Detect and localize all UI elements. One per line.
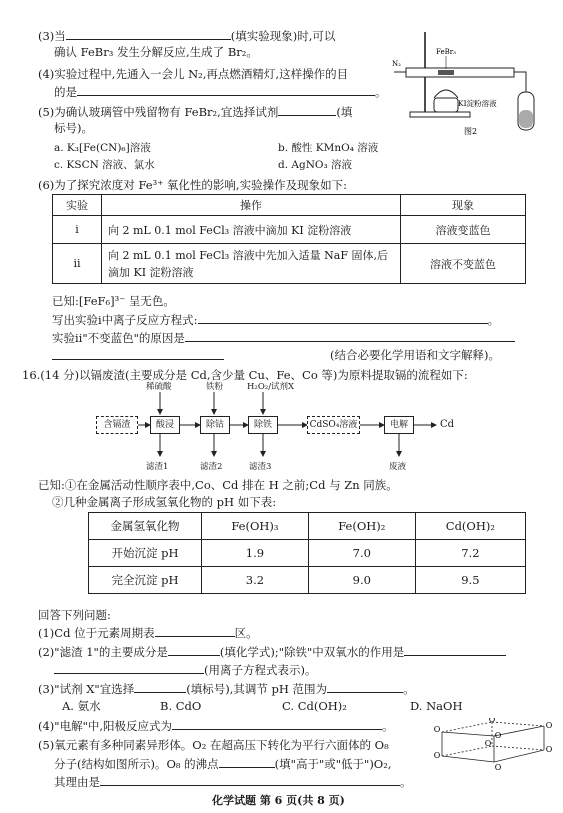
table-header: 现象: [401, 195, 526, 216]
option-C: C. Cd(OH)₂: [282, 699, 347, 713]
q15-part3-line2: 确认 FeBr₃ 发生分解反应,生成了 Br₂。: [54, 45, 258, 59]
answer-blank[interactable]: [172, 718, 382, 730]
answer-blank[interactable]: [168, 644, 220, 656]
oxygen-atom: O: [545, 745, 553, 754]
table-header: 操作: [102, 195, 401, 216]
table-row: 完全沉淀 pH 3.2 9.0 9.5: [89, 567, 526, 594]
table-header: Fe(OH)₃: [202, 513, 309, 540]
flow-step: 除铁: [248, 416, 278, 434]
table-header: Fe(OH)₂: [308, 513, 415, 540]
table-row: ⅰ 向 2 mL 0.1 mol FeCl₃ 溶液中滴加 KI 淀粉溶液 溶液变蓝色: [53, 216, 526, 244]
q16-part3: (3)"试剂 X"宜选择 (填标号),其调节 pH 范围为 。: [38, 682, 415, 696]
residue-label: 废液: [389, 462, 407, 472]
residue-label: 滤渣1: [146, 462, 169, 472]
q15-part5-line2: 标号)。: [54, 121, 93, 135]
hint-text: (结合必要化学用语和文字解释)。: [330, 348, 500, 362]
table-row: ⅱ 向 2 mL 0.1 mol FeCl₃ 溶液中先加入适量 NaF 固体,后滴加 KI 淀粉溶液 溶液不变蓝色: [53, 244, 526, 284]
option-A: A. 氨水: [62, 699, 101, 713]
answer-blank[interactable]: [155, 625, 235, 637]
q15-part4-line2: 的是 。: [54, 85, 387, 99]
page-footer: 化学试题 第 6 页(共 8 页): [212, 794, 345, 807]
o8-structure: [432, 718, 556, 774]
flow-output: Cd: [440, 419, 455, 430]
flow-step: 除钴: [200, 416, 230, 434]
q15-part5-line1: (5)为确认玻璃管中残留物有 FeBr₂,宜选择试剂 (填: [38, 105, 353, 119]
option-b: b. 酸性 KMnO₄ 溶液: [278, 142, 379, 154]
table-row: 开始沉淀 pH 1.9 7.0 7.2: [89, 540, 526, 567]
answer-blank[interactable]: [327, 681, 403, 693]
answer-blank[interactable]: [404, 644, 506, 656]
q16-part1: (1)Cd 位于元素周期表 区。: [38, 626, 258, 640]
answer-blank[interactable]: [219, 756, 275, 768]
residue-label: 滤渣2: [200, 462, 223, 472]
table-header: 金属氢氧化物: [89, 513, 202, 540]
residue-label: 滤渣3: [249, 462, 272, 472]
reagent-label: H₂O₂/试剂X: [247, 382, 295, 392]
option-D: D. NaOH: [410, 699, 463, 713]
oxygen-atom: O: [433, 725, 441, 734]
reason-line: 实验ⅱ"不变蓝色"的原因是: [52, 330, 515, 345]
table-header: Cd(OH)₂: [415, 513, 525, 540]
known-1: 已知:①在金属活动性顺序表中,Co、Cd 排在 H 之前;Cd 与 Zn 同族。: [38, 478, 398, 492]
q16-part5-line3: 其理由是 。: [54, 775, 412, 789]
flow-step: CdSO₄溶液: [307, 416, 360, 434]
option-a: a. K₃[Fe(CN)₆]溶液: [54, 142, 151, 154]
q15-part3-line1: (3)当 (填实验现象)时,可以: [38, 29, 336, 43]
ki-label: KI淀粉溶液: [458, 99, 497, 108]
q16-part2-line2: (用离子方程式表示)。: [54, 662, 316, 677]
known-note: 已知:[FeF₆]³⁻ 呈无色。: [52, 294, 175, 308]
q15-part6: (6)为了探究浓度对 Fe³⁺ 氧化性的影响,实验操作及现象如下:: [38, 178, 347, 192]
flow-step: 酸浸: [150, 416, 180, 434]
table-row: [89, 513, 526, 540]
reagent-label: 稀硫酸: [146, 382, 172, 392]
q16-title: 16.(14 分)以镉废渣(主要成分是 Cd,含少量 Cu、Fe、Co 等)为原料提取镉的流程如下:: [22, 368, 468, 382]
oxygen-atom: O: [488, 718, 496, 724]
answer-intro: 回答下列问题:: [38, 608, 111, 622]
reagent-label: 铁粉: [206, 382, 224, 392]
q16-part2-line1: (2)"滤渣 1"的主要成分是 (填化学式);"除铁"中双氧水的作用是: [38, 644, 506, 659]
option-d: d. AgNO₃ 溶液: [278, 159, 353, 171]
oxygen-atom: O: [433, 751, 441, 760]
write-equation-line: 写出实验ⅰ中离子反应方程式: 。: [52, 313, 500, 327]
option-B: B. CdO: [160, 699, 202, 713]
q16-part5-line2: 分子(结构如图所示)。O₈ 的沸点 (填"高于"或"低于")O₂,: [54, 757, 392, 771]
oxygen-atom: O: [494, 763, 502, 772]
option-c: c. KSCN 溶液、氯水: [54, 159, 155, 171]
ph-table: [88, 512, 526, 594]
answer-blank[interactable]: [134, 681, 186, 693]
table-header: 实验: [53, 195, 102, 216]
answer-blank[interactable]: [54, 662, 204, 674]
figure-label: 图2: [464, 127, 478, 136]
febr3-label: FeBr₃: [436, 48, 456, 56]
oxygen-atom: O: [484, 739, 492, 748]
answer-blank[interactable]: [100, 774, 400, 786]
known-2: ②几种金属离子形成氢氧化物的 pH 如下表:: [52, 495, 277, 509]
oxygen-atom: O: [545, 721, 553, 730]
q16-part4: (4)"电解"中,阳极反应式为 。: [38, 719, 394, 733]
flow-step: 含镉渣: [96, 416, 138, 434]
n2-label: N₂: [392, 60, 401, 68]
flow-step: 电解: [384, 416, 414, 434]
oxygen-atom: O: [494, 731, 502, 740]
q16-part5-line1: (5)氧元素有多种同素异形体。O₂ 在超高压下转化为平行六面体的 O₈: [38, 738, 389, 752]
q15-part4-line1: (4)实验过程中,先通入一会儿 N₂,再点燃酒精灯,这样操作的目: [38, 67, 349, 81]
